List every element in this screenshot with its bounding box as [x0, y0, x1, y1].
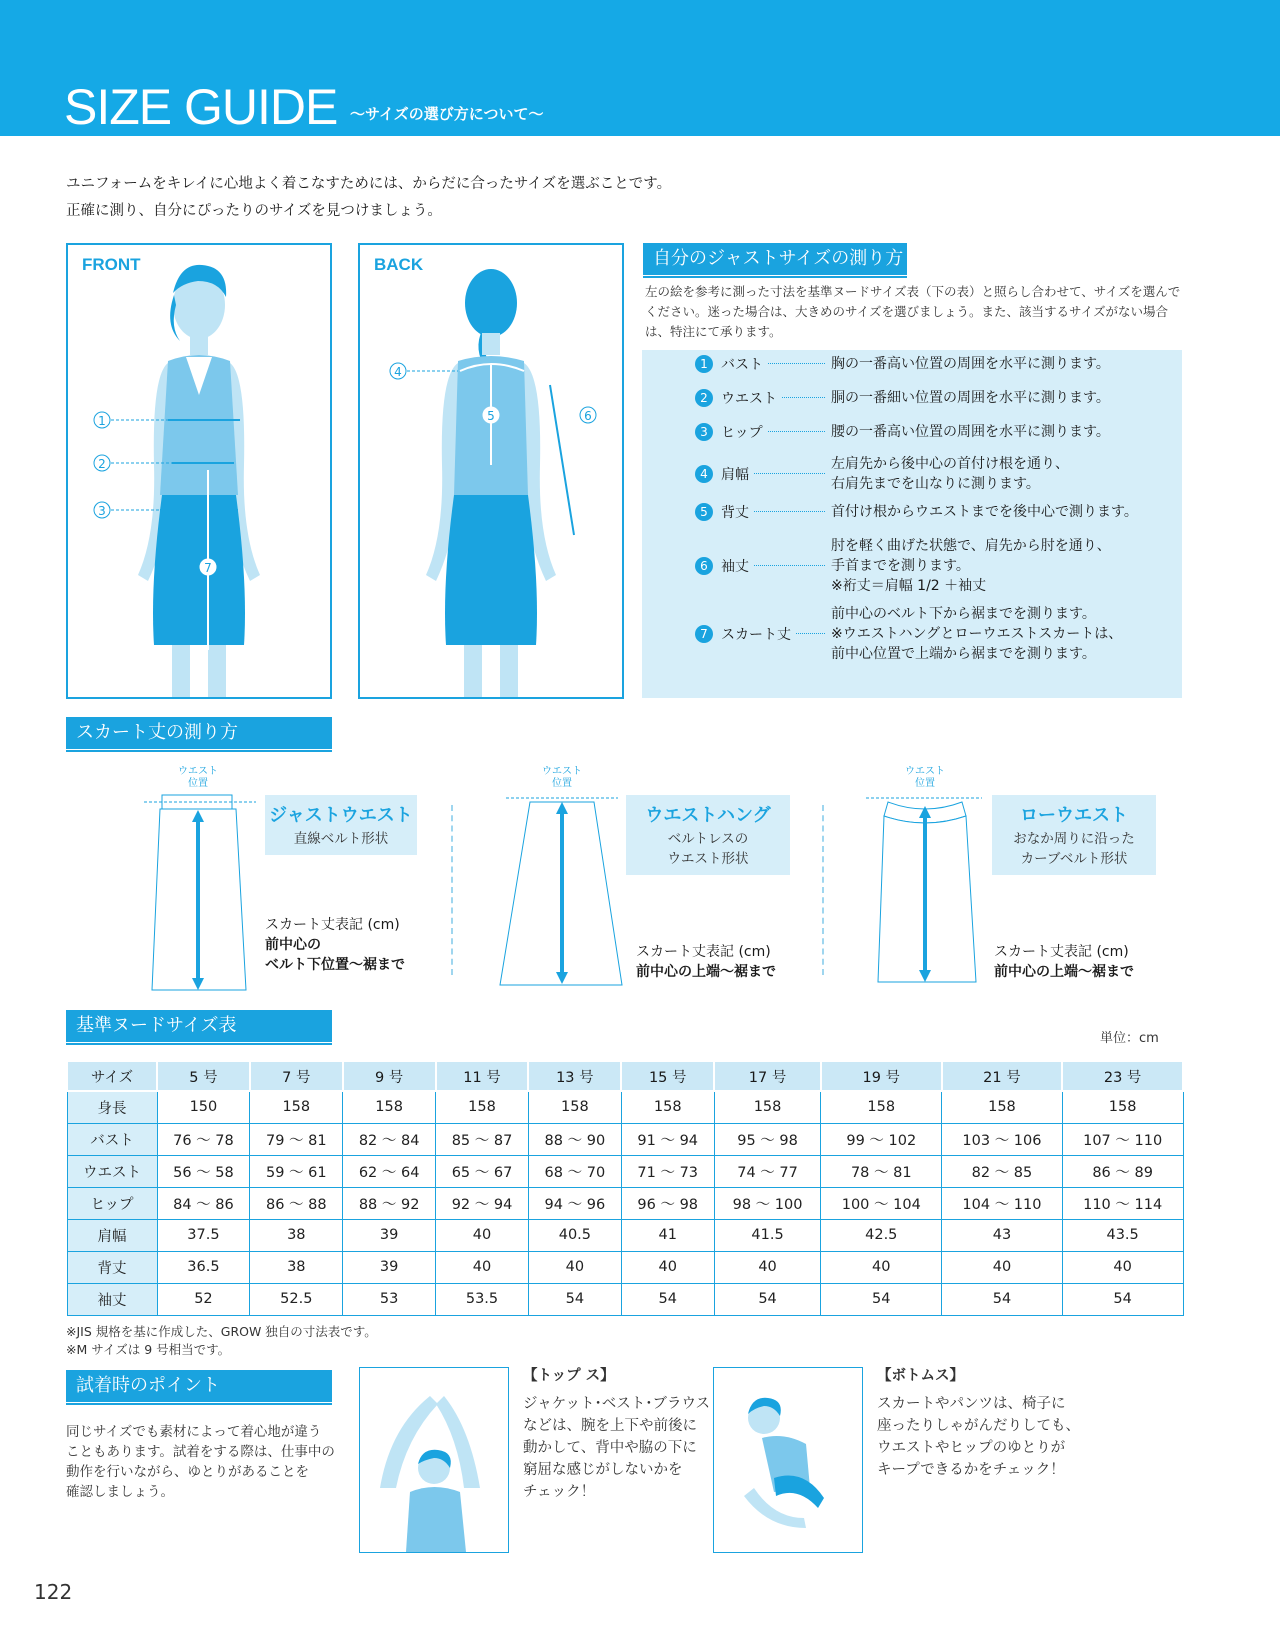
skirt-note-bold: 前中心の上端～裾まで	[636, 964, 776, 980]
skirt-note-label: スカート丈表記 (cm)	[994, 944, 1129, 960]
table-header-cell: 7 号	[250, 1061, 343, 1091]
table-cell: 158	[714, 1091, 821, 1123]
skirt-type-title: ジャストウエスト	[269, 805, 413, 826]
waist-hang-skirt-icon	[500, 798, 622, 985]
intro-line: 正確に測り、自分にぴったりのサイズを見つけましょう。	[66, 203, 442, 219]
measure-description: 左の絵を参考に測った寸法を基準ヌードサイズ表（下の表）と照らし合わせて、サイズを選んでください。迷った場合は、大きめのサイズを選びましょう。また、該当するサイズがない場合は、特注にて承ります。	[645, 284, 1181, 339]
size-table	[66, 1060, 1184, 1316]
table-cell: 40	[821, 1251, 942, 1283]
bottoms-line: キープできるかをチェック！	[877, 1462, 1065, 1478]
marker-4-icon	[390, 363, 406, 379]
bottoms-tip	[877, 1365, 1080, 1481]
svg-text:2: 2	[98, 457, 106, 471]
table-cell: 86 ～ 88	[250, 1187, 343, 1219]
measure-number-badge: 7	[695, 625, 713, 643]
marker-7-icon	[200, 559, 216, 575]
svg-text:5: 5	[487, 409, 495, 423]
table-notes	[66, 1323, 377, 1359]
measure-item-name	[721, 556, 831, 596]
squatting-figure-icon	[714, 1368, 862, 1552]
tops-tip	[523, 1365, 710, 1503]
table-cell: 79 ～ 81	[250, 1123, 343, 1155]
table-cell: 42.5	[821, 1219, 942, 1251]
table-cell: 103 ～ 106	[942, 1123, 1063, 1155]
unit-label: 単位：cm	[1100, 1031, 1159, 1046]
measure-item	[695, 536, 1111, 596]
table-header-cell: 9 号	[343, 1061, 436, 1091]
table-cell: 53.5	[436, 1283, 529, 1315]
skirt-note-label: スカート丈表記 (cm)	[636, 944, 771, 960]
table-cell: 41	[621, 1219, 714, 1251]
back-label: BACK	[374, 255, 424, 274]
table-cell: 158	[942, 1091, 1063, 1123]
table-row	[67, 1155, 1183, 1187]
table-row	[67, 1283, 1183, 1315]
table-cell: 38	[250, 1251, 343, 1283]
measure-item-name	[721, 422, 831, 442]
table-row	[67, 1091, 1183, 1123]
table-header-cell: 13 号	[528, 1061, 621, 1091]
skirt-type-sub: ベルトレスの	[667, 831, 749, 847]
measure-item	[695, 354, 1110, 374]
table-cell: 82 ～ 85	[942, 1155, 1063, 1187]
table-cell: 88 ～ 92	[343, 1187, 436, 1219]
measure-number-badge: 2	[695, 389, 713, 407]
table-cell: 53	[343, 1283, 436, 1315]
table-cell: 39	[343, 1219, 436, 1251]
bottoms-line: ウエストやヒップのゆとりが	[877, 1440, 1066, 1456]
measure-item-name	[721, 388, 831, 408]
bottoms-line: 座ったりしゃがんだりしても、	[877, 1418, 1080, 1434]
table-cell: 158	[821, 1091, 942, 1123]
table-cell: 107 ～ 110	[1062, 1123, 1183, 1155]
table-cell: 40.5	[528, 1219, 621, 1251]
svg-text:3: 3	[98, 504, 106, 518]
measure-item-name-text: 背丈	[721, 505, 753, 521]
just-waist-note	[265, 915, 405, 975]
bottoms-illustration	[713, 1367, 863, 1553]
table-header-cell: 15 号	[621, 1061, 714, 1091]
table-cell: 96 ～ 98	[621, 1187, 714, 1219]
table-row-label: ヒップ	[67, 1187, 157, 1219]
bottoms-title: 【ボトムス】	[877, 1368, 964, 1384]
waist-pos-line: ウエスト	[178, 766, 218, 777]
marker-2-icon	[94, 455, 110, 471]
skirt-type-sub: カーブベルト形状	[1020, 851, 1128, 867]
table-note: ※M サイズは 9 号相当です。	[66, 1342, 231, 1357]
front-figure-panel	[66, 243, 332, 699]
waist-hang-label	[626, 795, 790, 875]
measure-item-line: 首付け根からウエストまでを後中心で測ります。	[831, 504, 1138, 520]
measure-item-text	[831, 354, 1110, 374]
table-header-cell: 5 号	[157, 1061, 250, 1091]
table-cell: 98 ～ 100	[714, 1187, 821, 1219]
measure-list	[642, 350, 1182, 698]
table-cell: 65 ～ 67	[436, 1155, 529, 1187]
low-waist-note	[994, 942, 1134, 982]
measure-item-line: 腰の一番高い位置の周囲を水平に測ります。	[831, 424, 1110, 440]
skirt-heading: スカート丈の測り方	[66, 717, 332, 749]
table-cell: 40	[1062, 1251, 1183, 1283]
measure-item-name-text: 肩幅	[721, 467, 753, 483]
table-cell: 56 ～ 58	[157, 1155, 250, 1187]
skirt-note-label: スカート丈表記 (cm)	[265, 917, 400, 933]
measure-number-badge: 4	[695, 465, 713, 483]
measure-item-line: 胸の一番高い位置の周囲を水平に測ります。	[831, 356, 1110, 372]
table-cell: 76 ～ 78	[157, 1123, 250, 1155]
table-row	[67, 1251, 1183, 1283]
table-cell: 43	[942, 1219, 1063, 1251]
svg-text:1: 1	[98, 414, 106, 428]
measure-item-text	[831, 422, 1110, 442]
measure-item-name-text: ヒップ	[721, 425, 767, 441]
measure-item-name	[721, 624, 831, 664]
table-cell: 158	[621, 1091, 714, 1123]
measure-item-line: 前中心位置で上端から裾までを測ります。	[831, 646, 1096, 662]
table-cell: 52	[157, 1283, 250, 1315]
tops-illustration	[359, 1367, 509, 1553]
table-header-cell: 23 号	[1062, 1061, 1183, 1091]
table-cell: 38	[250, 1219, 343, 1251]
measure-item-name-text: 袖丈	[721, 559, 753, 575]
table-cell: 40	[621, 1251, 714, 1283]
table-row-label: 肩幅	[67, 1219, 157, 1251]
marker-1-icon	[94, 412, 110, 428]
fitting-line: 確認しましょう。	[66, 1484, 174, 1500]
waist-pos-line: 位置	[915, 778, 935, 789]
table-cell: 74 ～ 77	[714, 1155, 821, 1187]
size-table-heading: 基準ヌードサイズ表	[66, 1010, 332, 1042]
table-row-label: 背丈	[67, 1251, 157, 1283]
low-waist-skirt-icon	[866, 798, 982, 982]
waist-hang-note	[636, 942, 776, 982]
svg-text:6: 6	[584, 409, 592, 423]
table-cell: 85 ～ 87	[436, 1123, 529, 1155]
table-cell: 37.5	[157, 1219, 250, 1251]
page-subtitle: ～サイズの選び方について～	[350, 105, 544, 123]
table-cell: 40	[942, 1251, 1063, 1283]
tops-line: ジャケット･ベスト･ブラウス	[523, 1396, 711, 1412]
table-cell: 54	[821, 1283, 942, 1315]
table-cell: 39	[343, 1251, 436, 1283]
table-cell: 158	[343, 1091, 436, 1123]
table-row-label: 袖丈	[67, 1283, 157, 1315]
front-figure-illustration	[68, 245, 330, 697]
table-cell: 62 ～ 64	[343, 1155, 436, 1187]
skirt-note-bold: 前中心の上端～裾まで	[994, 964, 1134, 980]
svg-text:4: 4	[394, 365, 402, 379]
table-cell: 91 ～ 94	[621, 1123, 714, 1155]
measure-item-text	[831, 454, 1069, 494]
measure-item-name	[721, 354, 831, 374]
header-band	[0, 0, 1280, 136]
tops-line: チェック！	[523, 1484, 596, 1500]
table-cell: 99 ～ 102	[821, 1123, 942, 1155]
table-cell: 54	[1062, 1283, 1183, 1315]
table-cell: 95 ～ 98	[714, 1123, 821, 1155]
table-cell: 54	[714, 1283, 821, 1315]
table-row	[67, 1187, 1183, 1219]
table-cell: 158	[528, 1091, 621, 1123]
skirt-type-sub: おなか周りに沿った	[1013, 831, 1135, 847]
skirt-type-sub: 直線ベルト形状	[293, 831, 389, 847]
measure-item	[695, 422, 1110, 442]
measure-item-text	[831, 604, 1122, 664]
table-header-cell: 19 号	[821, 1061, 942, 1091]
table-row-label: 身長	[67, 1091, 157, 1123]
table-cell: 100 ～ 104	[821, 1187, 942, 1219]
table-cell: 94 ～ 96	[528, 1187, 621, 1219]
page-number: 122	[34, 1580, 73, 1604]
table-cell: 158	[1062, 1091, 1183, 1123]
table-cell: 86 ～ 89	[1062, 1155, 1183, 1187]
fitting-line: 同じサイズでも素材によって着心地が違う	[66, 1424, 322, 1440]
table-cell: 59 ～ 61	[250, 1155, 343, 1187]
fitting-heading: 試着時のポイント	[66, 1370, 332, 1402]
back-figure-panel	[358, 243, 624, 699]
measure-item	[695, 388, 1110, 408]
measure-item-line: ※ウエストハングとローウエストスカートは、	[831, 626, 1123, 642]
table-header-cell: 11 号	[436, 1061, 529, 1091]
measure-item-line: 肘を軽く曲げた状態で、肩先から肘を通り、	[831, 538, 1111, 554]
low-waist-label	[992, 795, 1156, 875]
divider	[451, 805, 453, 975]
waist-pos-line: 位置	[188, 778, 208, 789]
measure-item-line: 前中心のベルト下から裾までを測ります。	[831, 606, 1096, 622]
table-cell: 150	[157, 1091, 250, 1123]
table-cell: 40	[436, 1251, 529, 1283]
table-cell: 40	[436, 1219, 529, 1251]
table-cell: 92 ～ 94	[436, 1187, 529, 1219]
table-cell: 68 ～ 70	[528, 1155, 621, 1187]
table-header-cell: 17 号	[714, 1061, 821, 1091]
measure-item	[695, 604, 1122, 664]
measure-item-line: 右肩先までを山なりに測ります。	[831, 476, 1040, 492]
measure-number-badge: 3	[695, 423, 713, 441]
tops-title: 【トップ ス】	[523, 1368, 615, 1384]
measure-item-name-text: スカート丈	[721, 627, 795, 643]
table-note: ※JIS 規格を基に作成した、GROW 独自の寸法表です。	[66, 1324, 377, 1339]
table-cell: 71 ～ 73	[621, 1155, 714, 1187]
just-waist-skirt-icon	[144, 795, 256, 990]
table-header-cell: 21 号	[942, 1061, 1063, 1091]
skirt-note-bold: 前中心の	[265, 937, 321, 953]
measure-item-text	[831, 388, 1110, 408]
measure-item-text	[831, 536, 1111, 596]
measure-item	[695, 502, 1138, 522]
table-cell: 54	[528, 1283, 621, 1315]
table-cell: 104 ～ 110	[942, 1187, 1063, 1219]
table-cell: 40	[528, 1251, 621, 1283]
waist-position-label	[170, 766, 226, 790]
table-row	[67, 1219, 1183, 1251]
waist-pos-line: ウエスト	[905, 766, 945, 777]
table-cell: 158	[436, 1091, 529, 1123]
bottoms-line: スカートやパンツは、椅子に	[877, 1396, 1066, 1412]
waist-position-label	[897, 766, 953, 790]
waist-pos-line: 位置	[552, 778, 572, 789]
measure-number-badge: 6	[695, 557, 713, 575]
fitting-line: こともあります。試着をする際は、仕事中の	[66, 1444, 335, 1460]
table-cell: 158	[250, 1091, 343, 1123]
skirt-note-bold: ベルト下位置～裾まで	[265, 957, 405, 973]
table-cell: 82 ～ 84	[343, 1123, 436, 1155]
measure-item-name-text: バスト	[721, 357, 767, 373]
front-label: FRONT	[82, 255, 141, 274]
skirt-type-title: ウエストハング	[645, 805, 771, 826]
measure-item-line: 左肩先から後中心の首付け根を通り、	[831, 456, 1069, 472]
measure-number-badge: 1	[695, 355, 713, 373]
measure-number-badge: 5	[695, 503, 713, 521]
marker-3-icon	[94, 502, 110, 518]
table-cell: 36.5	[157, 1251, 250, 1283]
measure-item-name-text: ウエスト	[721, 391, 781, 407]
marker-5-icon	[483, 407, 499, 423]
tops-line: 動かして、背中や脇の下に	[523, 1440, 697, 1456]
divider	[822, 805, 824, 975]
table-cell: 78 ～ 81	[821, 1155, 942, 1187]
table-cell: 84 ～ 86	[157, 1187, 250, 1219]
waist-pos-line: ウエスト	[542, 766, 582, 777]
just-waist-label	[265, 795, 417, 855]
fitting-text	[66, 1422, 336, 1502]
back-figure-illustration	[360, 245, 622, 697]
table-cell: 88 ～ 90	[528, 1123, 621, 1155]
table-cell: 40	[714, 1251, 821, 1283]
measure-item-line: 手首までを測ります。	[831, 558, 970, 574]
intro-text	[66, 171, 671, 225]
table-cell: 52.5	[250, 1283, 343, 1315]
table-header-cell: サイズ	[67, 1061, 157, 1091]
tops-line: などは、腕を上下や前後に	[523, 1418, 697, 1434]
marker-6-icon	[580, 407, 596, 423]
skirt-type-sub: ウエスト形状	[667, 851, 749, 867]
measure-item-text	[831, 502, 1138, 522]
table-row	[67, 1123, 1183, 1155]
table-cell: 110 ～ 114	[1062, 1187, 1183, 1219]
tops-line: 窮屈な感じがしないかを	[523, 1462, 683, 1478]
table-row-label: バスト	[67, 1123, 157, 1155]
table-cell: 43.5	[1062, 1219, 1183, 1251]
page-title: SIZE GUIDE	[64, 79, 338, 135]
svg-text:7: 7	[204, 561, 212, 575]
intro-line: ユニフォームをキレイに心地よく着こなすためには、からだに合ったサイズを選ぶことです。	[66, 176, 672, 192]
waist-position-label	[534, 766, 590, 790]
measure-item	[695, 454, 1069, 494]
measure-item-name	[721, 502, 831, 522]
table-cell: 54	[942, 1283, 1063, 1315]
arms-raised-figure-icon	[360, 1368, 508, 1552]
measure-item-name	[721, 464, 831, 494]
table-row-label: ウエスト	[67, 1155, 157, 1187]
skirt-type-title: ローウエスト	[1020, 805, 1128, 826]
measure-heading: 自分のジャストサイズの測り方	[643, 243, 907, 275]
table-cell: 41.5	[714, 1219, 821, 1251]
measure-item-line: ※裄丈＝肩幅 1/2 ＋袖丈	[831, 578, 987, 594]
fitting-line: 動作を行いながら、ゆとりがあることを	[66, 1464, 309, 1480]
measure-item-line: 胴の一番細い位置の周囲を水平に測ります。	[831, 390, 1110, 406]
table-cell: 54	[621, 1283, 714, 1315]
